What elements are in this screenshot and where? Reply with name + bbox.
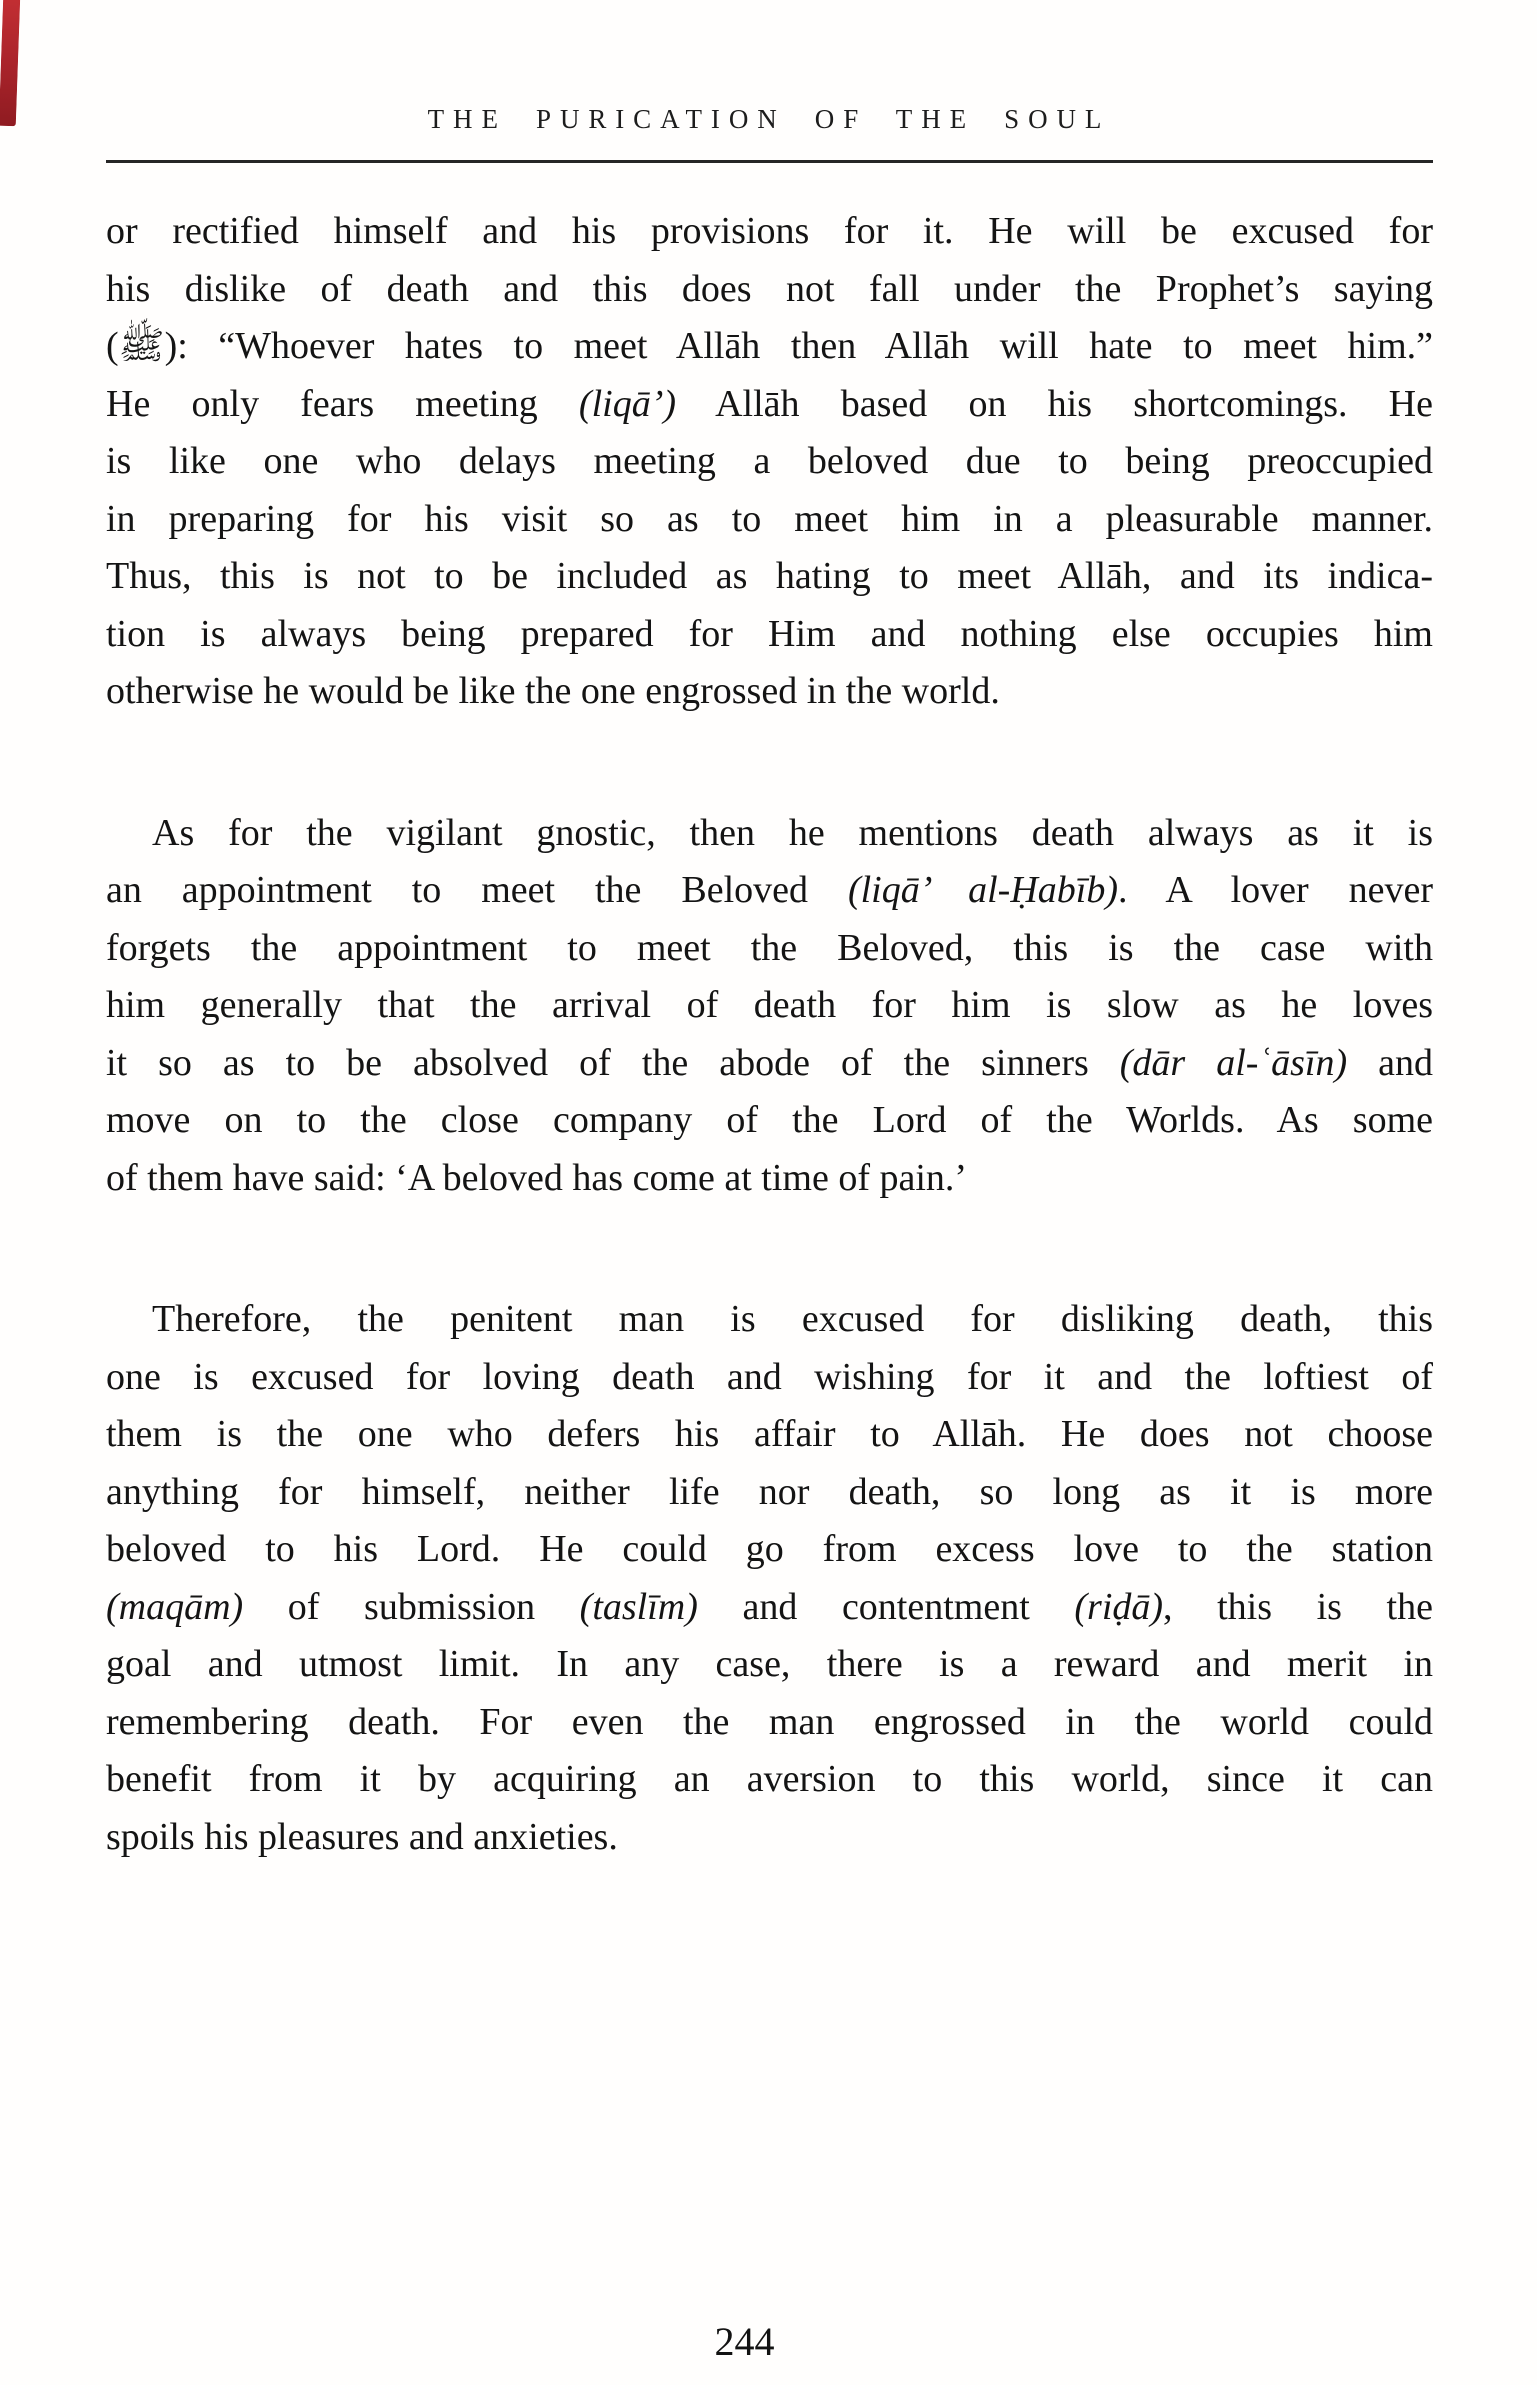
text-line: move on to the close company of the Lord of the Worlds. As some <box>106 1099 1433 1141</box>
text-line: He only fears meeting (liqā’) Allāh based on his shortcomings. He <box>106 382 1433 425</box>
body-text <box>106 203 1433 1866</box>
text-line: is like one who delays meeting a beloved due to being preoccupied <box>106 440 1433 482</box>
text-line: his dislike of death and this does not fall under the Prophet’s saying <box>106 267 1433 310</box>
text-line: otherwise he would be like the one engrossed in the world. <box>106 670 1000 712</box>
text-line: an appointment to meet the Beloved (liqā’ al-Ḥabīb). A lover never <box>106 869 1433 911</box>
text-line: tion is always being prepared for Him and nothing else occupies him <box>106 612 1433 655</box>
body-paragraph-3 <box>106 1291 1433 1866</box>
text-line: (maqām) of submission (taslīm) and contentment (riḍā), this is the <box>106 1585 1433 1628</box>
text-line: Therefore, the penitent man is excused for disliking death, this <box>152 1298 1433 1340</box>
text-line: remembering death. For even the man engrossed in the world could <box>106 1700 1433 1743</box>
text-line: (ﷺ): “Whoever hates to meet Allāh then Allāh will hate to meet him.” <box>106 325 1433 367</box>
red-corner-mark <box>0 0 20 126</box>
text-line: goal and utmost limit. In any case, there is a reward and merit in <box>106 1643 1433 1685</box>
text-line: forgets the appointment to meet the Beloved, this is the case with <box>106 926 1433 969</box>
text-line: in preparing for his visit so as to meet him in a pleasurable manner. <box>106 497 1433 540</box>
text-line: them is the one who defers his affair to Allāh. He does not choose <box>106 1413 1433 1455</box>
page-number: 244 <box>714 2319 775 2364</box>
text-line: beloved to his Lord. He could go from excess love to the station <box>106 1528 1433 1570</box>
text-line: it so as to be absolved of the abode of the sinners (dār al-ʿāsīn) and <box>106 1041 1433 1084</box>
body-paragraph-2 <box>106 805 1433 1208</box>
text-line: As for the vigilant gnostic, then he mentions death always as it is <box>152 811 1433 854</box>
body-paragraph-1 <box>106 203 1433 721</box>
text-line: Thus, this is not to be included as hating to meet Allāh, and its indica- <box>106 555 1433 597</box>
header-rule <box>106 160 1433 163</box>
text-line: of them have said: ‘A beloved has come at time of pain.’ <box>106 1156 968 1199</box>
text-line: anything for himself, neither life nor death, so long as it is more <box>106 1470 1433 1513</box>
text-line: him generally that the arrival of death for him is slow as he loves <box>106 984 1433 1026</box>
text-line: benefit from it by acquiring an aversion to this world, since it can <box>106 1758 1433 1800</box>
text-line: or rectified himself and his provisions for it. He will be excused for <box>106 210 1433 252</box>
text-line: spoils his pleasures and anxieties. <box>106 1815 618 1858</box>
running-header: THE PURICATION OF THE SOUL <box>427 104 1111 134</box>
text-line: one is excused for loving death and wishing for it and the loftiest of <box>106 1355 1433 1398</box>
